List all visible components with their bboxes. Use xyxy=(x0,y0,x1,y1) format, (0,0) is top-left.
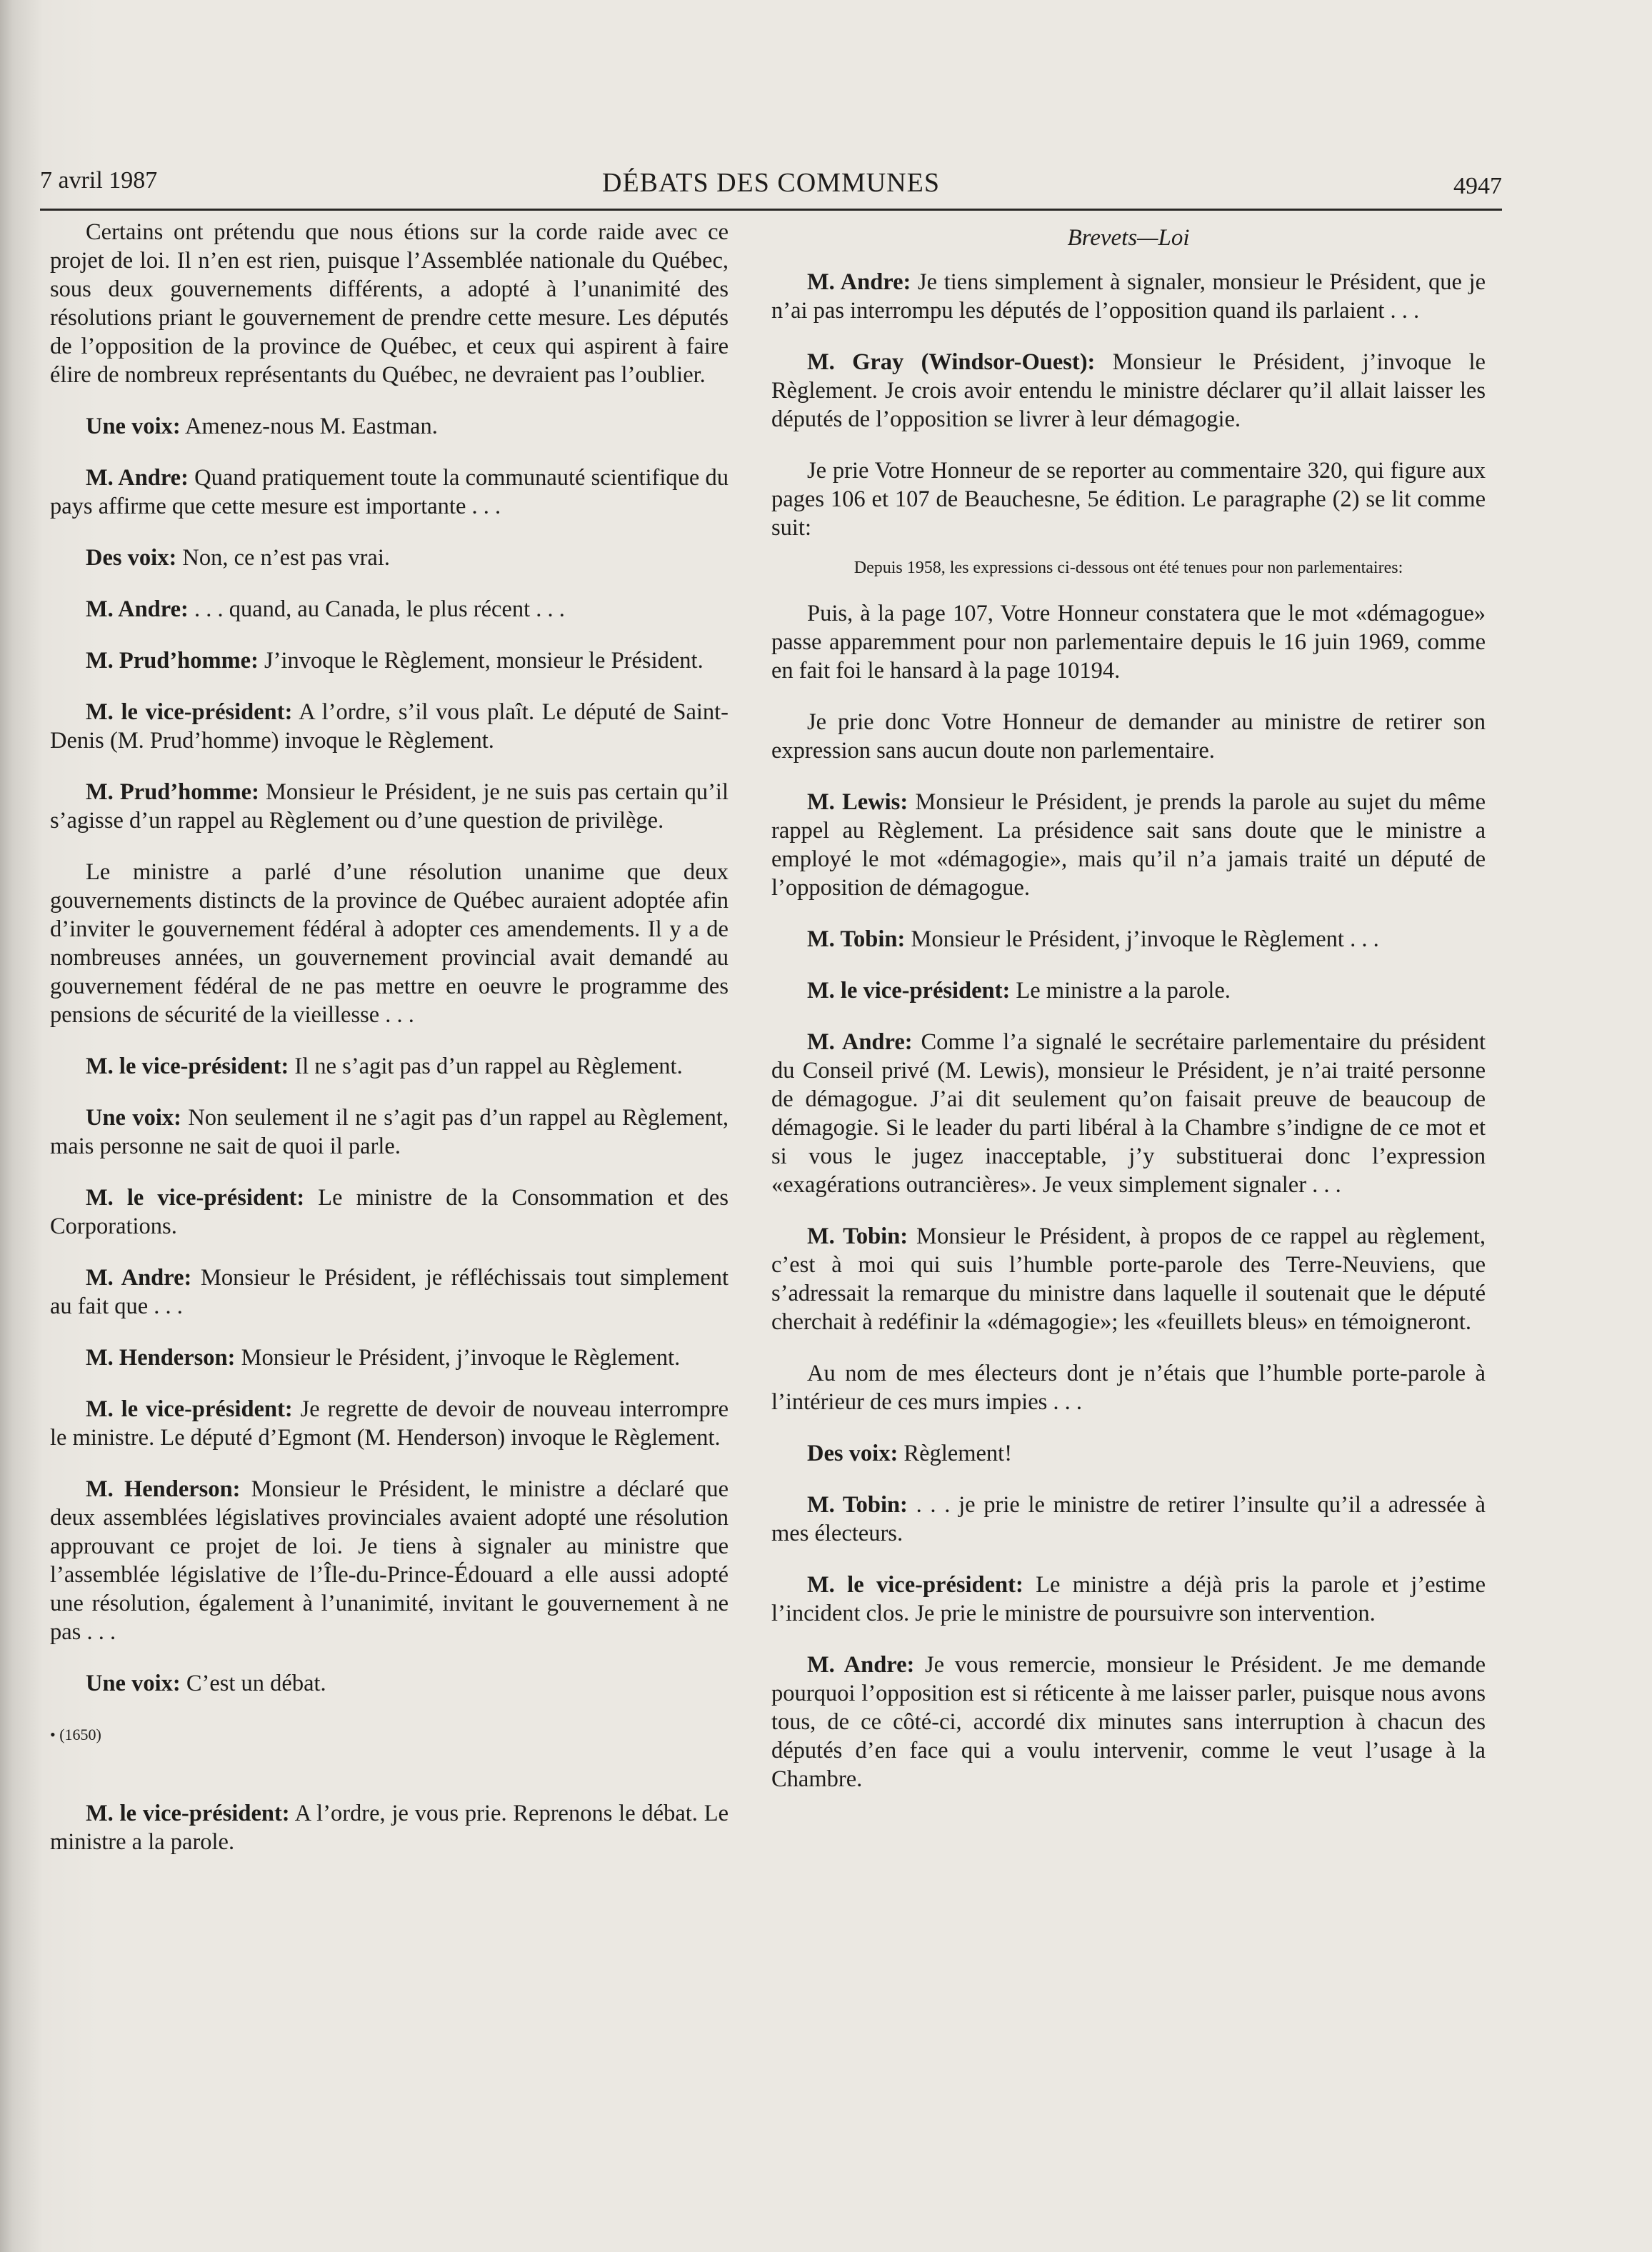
section-title: Brevets—Loi xyxy=(1067,225,1190,251)
page-header xyxy=(40,166,1502,211)
right-column xyxy=(771,218,1486,1816)
speaker-name: M. le vice-président: xyxy=(86,1801,290,1826)
paragraph-text: J’invoque le Règlement, monsieur le Président. xyxy=(258,648,704,674)
speaker-name: M. Henderson: xyxy=(86,1476,241,1502)
paragraph xyxy=(50,778,729,835)
paragraph-text: A l’ordre, s’il vous plaît. Le député de Saint-Denis (M. Prud’homme) invoque le Règlement. xyxy=(50,699,729,754)
paragraph-text: Monsieur le Président, j’invoque le Règlement. xyxy=(235,1345,681,1371)
paragraph-text: Je prie Votre Honneur de se reporter au commentaire 320, qui figure aux pages 106 et 107 de Beauchesne, 5e édition. Le paragraphe (2) se lit comme suit: xyxy=(771,458,1486,541)
paragraph-text: Monsieur le Président, je prends la parole au sujet du même rappel au Règlement. La présidence sait sans doute que le ministre a employé le mot «démagogie», mais qu’il n’a jamais traité un député de l’opposition de démagogue. xyxy=(771,789,1486,901)
paragraph xyxy=(50,1475,729,1646)
paragraph xyxy=(50,1343,729,1372)
speaker-name: M. Andre: xyxy=(807,1029,913,1055)
paragraph-text: Monsieur le Président, à propos de ce rappel au règlement, c’est à moi qui suis l’humble porte-parole des Terre-Neuviens, que s’adressait la remarque du ministre dans laquelle il soutenait que le député cherchait à redéfinir la «démagogie»; les «feuillets bleus» en témoigneront. xyxy=(771,1223,1486,1335)
paragraph-text: Le ministre de la Consommation et des Corporations. xyxy=(50,1185,729,1239)
left-paragraphs xyxy=(50,218,729,1698)
paragraph xyxy=(50,698,729,755)
speaker-name: M. Lewis: xyxy=(807,789,908,815)
paragraph-text: Puis, à la page 107, Votre Honneur constatera que le mot «démagogue» passe apparemment pour non parlementaire depuis le 16 juin 1969, comme en fait foi le hansard à la page 10194. xyxy=(771,601,1486,684)
speaker-name: Des voix: xyxy=(807,1441,898,1466)
paragraph xyxy=(771,1491,1486,1548)
speaker-name: M. Tobin: xyxy=(807,926,906,952)
paragraph-text: Il ne s’agit pas d’un rappel au Règlement. xyxy=(289,1054,683,1079)
paragraph xyxy=(50,646,729,675)
speaker-name: M. Henderson: xyxy=(86,1345,236,1371)
paragraph xyxy=(771,456,1486,542)
paragraph-text: Le ministre a déjà pris la parole et j’estime l’incident clos. Je prie le ministre de poursuivre son intervention. xyxy=(771,1572,1486,1626)
paragraph xyxy=(771,788,1486,902)
speaker-name: M. Andre: xyxy=(86,596,189,622)
speaker-name: M. le vice-président: xyxy=(86,1396,293,1422)
paragraph xyxy=(771,1028,1486,1199)
paragraph xyxy=(771,976,1486,1005)
speaker-name: M. le vice-président: xyxy=(86,1185,305,1211)
paragraph xyxy=(50,218,729,389)
paragraph xyxy=(50,1395,729,1452)
paragraph-text: . . . quand, au Canada, le plus récent . . . xyxy=(188,596,565,622)
speaker-name: M. le vice-président: xyxy=(807,978,1011,1004)
paragraph xyxy=(771,1651,1486,1793)
paragraph xyxy=(771,1359,1486,1416)
paragraph-text: Certains ont prétendu que nous étions sur la corde raide avec ce projet de loi. Il n’en est rien, puisque l’Assemblée nationale du Québec, sous deux gouvernements différents, a adopté à l’unanimité des résolutions priant le gouvernement de prendre cette mesure. Les députés de l’opposition de la province de Québec, et ceux qui aspirent à faire élire de nombreux représentants du Québec, ne devraient pas l’oublier. xyxy=(50,219,729,388)
speaker-name: M. Prud’homme: xyxy=(86,779,259,805)
paragraph-text: Amenez-nous M. Eastman. xyxy=(180,414,438,439)
speaker-name: M. Andre: xyxy=(86,465,189,491)
paragraph xyxy=(771,1439,1486,1468)
left-column xyxy=(50,218,729,1879)
speaker-name: M. Gray (Windsor-Ouest): xyxy=(807,349,1096,375)
left-end-paragraphs xyxy=(50,1799,729,1856)
paragraph-text: C’est un débat. xyxy=(180,1671,326,1696)
header-page-number: 4947 xyxy=(1453,173,1502,199)
paragraph-text: Le ministre a parlé d’une résolution unanime que deux gouvernements distincts de la province de Québec auraient adoptée afin d’inviter le gouvernement fédéral à adopter ces amendements. Il y a de nombreuses années, un gouvernement provincial avait demandé au gouvernement fédéral de ne pas mettre en oeuvre le programme des pensions de sécurité de la vieillesse . . . xyxy=(50,859,729,1028)
paragraph xyxy=(50,1799,729,1856)
paragraph-text: Monsieur le Président, le ministre a déclaré que deux assemblées législatives provinciales avaient adopté une résolution approuvant ce projet de loi. Je tiens à signaler au ministre que l’assemblée législative de l’Île-du-Prince-Édouard a elle aussi adopté une résolution, également à l’unanimité, invitant le gouvernement à ne pas . . . xyxy=(50,1476,729,1645)
header-date: 7 avril 1987 xyxy=(40,167,158,194)
paragraph xyxy=(771,708,1486,765)
paragraph xyxy=(50,595,729,624)
speaker-name: M. le vice-président: xyxy=(807,1572,1023,1598)
speaker-name: M. Tobin: xyxy=(807,1492,908,1518)
header-title: DÉBATS DES COMMUNES xyxy=(602,168,940,198)
paragraph xyxy=(771,599,1486,685)
paragraph-text: Le ministre a la parole. xyxy=(1010,978,1231,1004)
paragraph-text: Monsieur le Président, j’invoque le Règlement. Je crois avoir entendu le ministre déclarer qu’il allait laisser les députés de l’opposition se livrer à leur démagogie. xyxy=(771,349,1486,432)
time-marker: • (1650) xyxy=(50,1726,101,1743)
paragraph xyxy=(50,544,729,572)
paragraph-text: Règlement! xyxy=(898,1441,1013,1466)
paragraph xyxy=(50,1263,729,1321)
paragraph xyxy=(771,925,1486,954)
paragraph-text: Au nom de mes électeurs dont je n’étais que l’humble porte-parole à l’intérieur de ces murs impies . . . xyxy=(771,1361,1486,1415)
paragraph xyxy=(50,858,729,1029)
right-paragraphs xyxy=(771,268,1486,542)
speaker-name: M. le vice-président: xyxy=(86,1054,289,1079)
paragraph-text: Monsieur le Président, j’invoque le Règlement . . . xyxy=(905,926,1379,952)
paragraph-text: Quand pratiquement toute la communauté scientifique du pays affirme que cette mesure est importante . . . xyxy=(50,465,729,519)
paragraph-text: Non seulement il ne s’agit pas d’un rappel au Règlement, mais personne ne sait de quoi il parle. xyxy=(50,1105,729,1159)
paragraph xyxy=(50,1669,729,1698)
speaker-name: M. Andre: xyxy=(807,269,911,295)
paragraph xyxy=(771,268,1486,325)
speaker-name: M. le vice-président: xyxy=(86,699,293,725)
paragraph-text: Je prie donc Votre Honneur de demander au ministre de retirer son expression sans aucun doute non parlementaire. xyxy=(771,709,1486,764)
paragraph xyxy=(50,412,729,441)
paragraph xyxy=(50,464,729,521)
paragraph-text: Non, ce n’est pas vrai. xyxy=(176,545,391,571)
speaker-name: M. Andre: xyxy=(807,1652,915,1678)
paragraph-text: . . . je prie le ministre de retirer l’insulte qu’il a adressée à mes électeurs. xyxy=(771,1492,1486,1546)
speaker-name: M. Andre: xyxy=(86,1265,192,1291)
paragraph-text: Monsieur le Président, je ne suis pas certain qu’il s’agisse d’un rappel au Règlement ou d’une question de privilège. xyxy=(50,779,729,834)
paragraph-text: Je regrette de devoir de nouveau interrompre le ministre. Le député d’Egmont (M. Henderson) invoque le Règlement. xyxy=(50,1396,729,1451)
speaker-name: Une voix: xyxy=(86,1105,181,1131)
paragraph xyxy=(771,348,1486,434)
right-after-paragraphs xyxy=(771,599,1486,1793)
paragraph xyxy=(50,1052,729,1081)
paragraph xyxy=(50,1183,729,1241)
paragraph-text: Je vous remercie, monsieur le Président. Je me demande pourquoi l’opposition est si réticente à me laisser parler, puisque nous avons tous, de ce côté-ci, accordé dix minutes sans interruption à chacun des députés d’en face qui a voulu intervenir, comme le veut l’usage à la Chambre. xyxy=(771,1652,1486,1792)
speaker-name: M. Prud’homme: xyxy=(86,648,259,674)
quoted-citation: Depuis 1958, les expressions ci-dessous ont été tenues pour non parlementaires: xyxy=(853,559,1403,577)
paragraph-text: Monsieur le Président, je réfléchissais tout simplement au fait que . . . xyxy=(50,1265,729,1319)
speaker-name: Une voix: xyxy=(86,1671,181,1696)
paragraph xyxy=(50,1104,729,1161)
paragraph xyxy=(771,1222,1486,1336)
paragraph-text: Comme l’a signalé le secrétaire parlementaire du président du Conseil privé (M. Lewis), monsieur le Président, je n’ai traité personne de démagogue. J’ai dit seulement qu’on faisait preuve de beaucoup de démagogie. Si le leader du parti libéral à la Chambre s’indigne de ce mot et si vous le jugez inacceptable, j’y substituerai donc l’expression «exagérations outrancières». Je veux simplement signaler . . . xyxy=(771,1029,1486,1198)
speaker-name: Une voix: xyxy=(86,414,181,439)
speaker-name: M. Tobin: xyxy=(807,1223,908,1249)
speaker-name: Des voix: xyxy=(86,545,177,571)
paragraph-text: Je tiens simplement à signaler, monsieur le Président, que je n’ai pas interrompu les députés de l’opposition quand ils parlaient . . . xyxy=(771,269,1486,324)
paragraph-text: A l’ordre, je vous prie. Reprenons le débat. Le ministre a la parole. xyxy=(50,1801,729,1855)
paragraph xyxy=(771,1571,1486,1628)
